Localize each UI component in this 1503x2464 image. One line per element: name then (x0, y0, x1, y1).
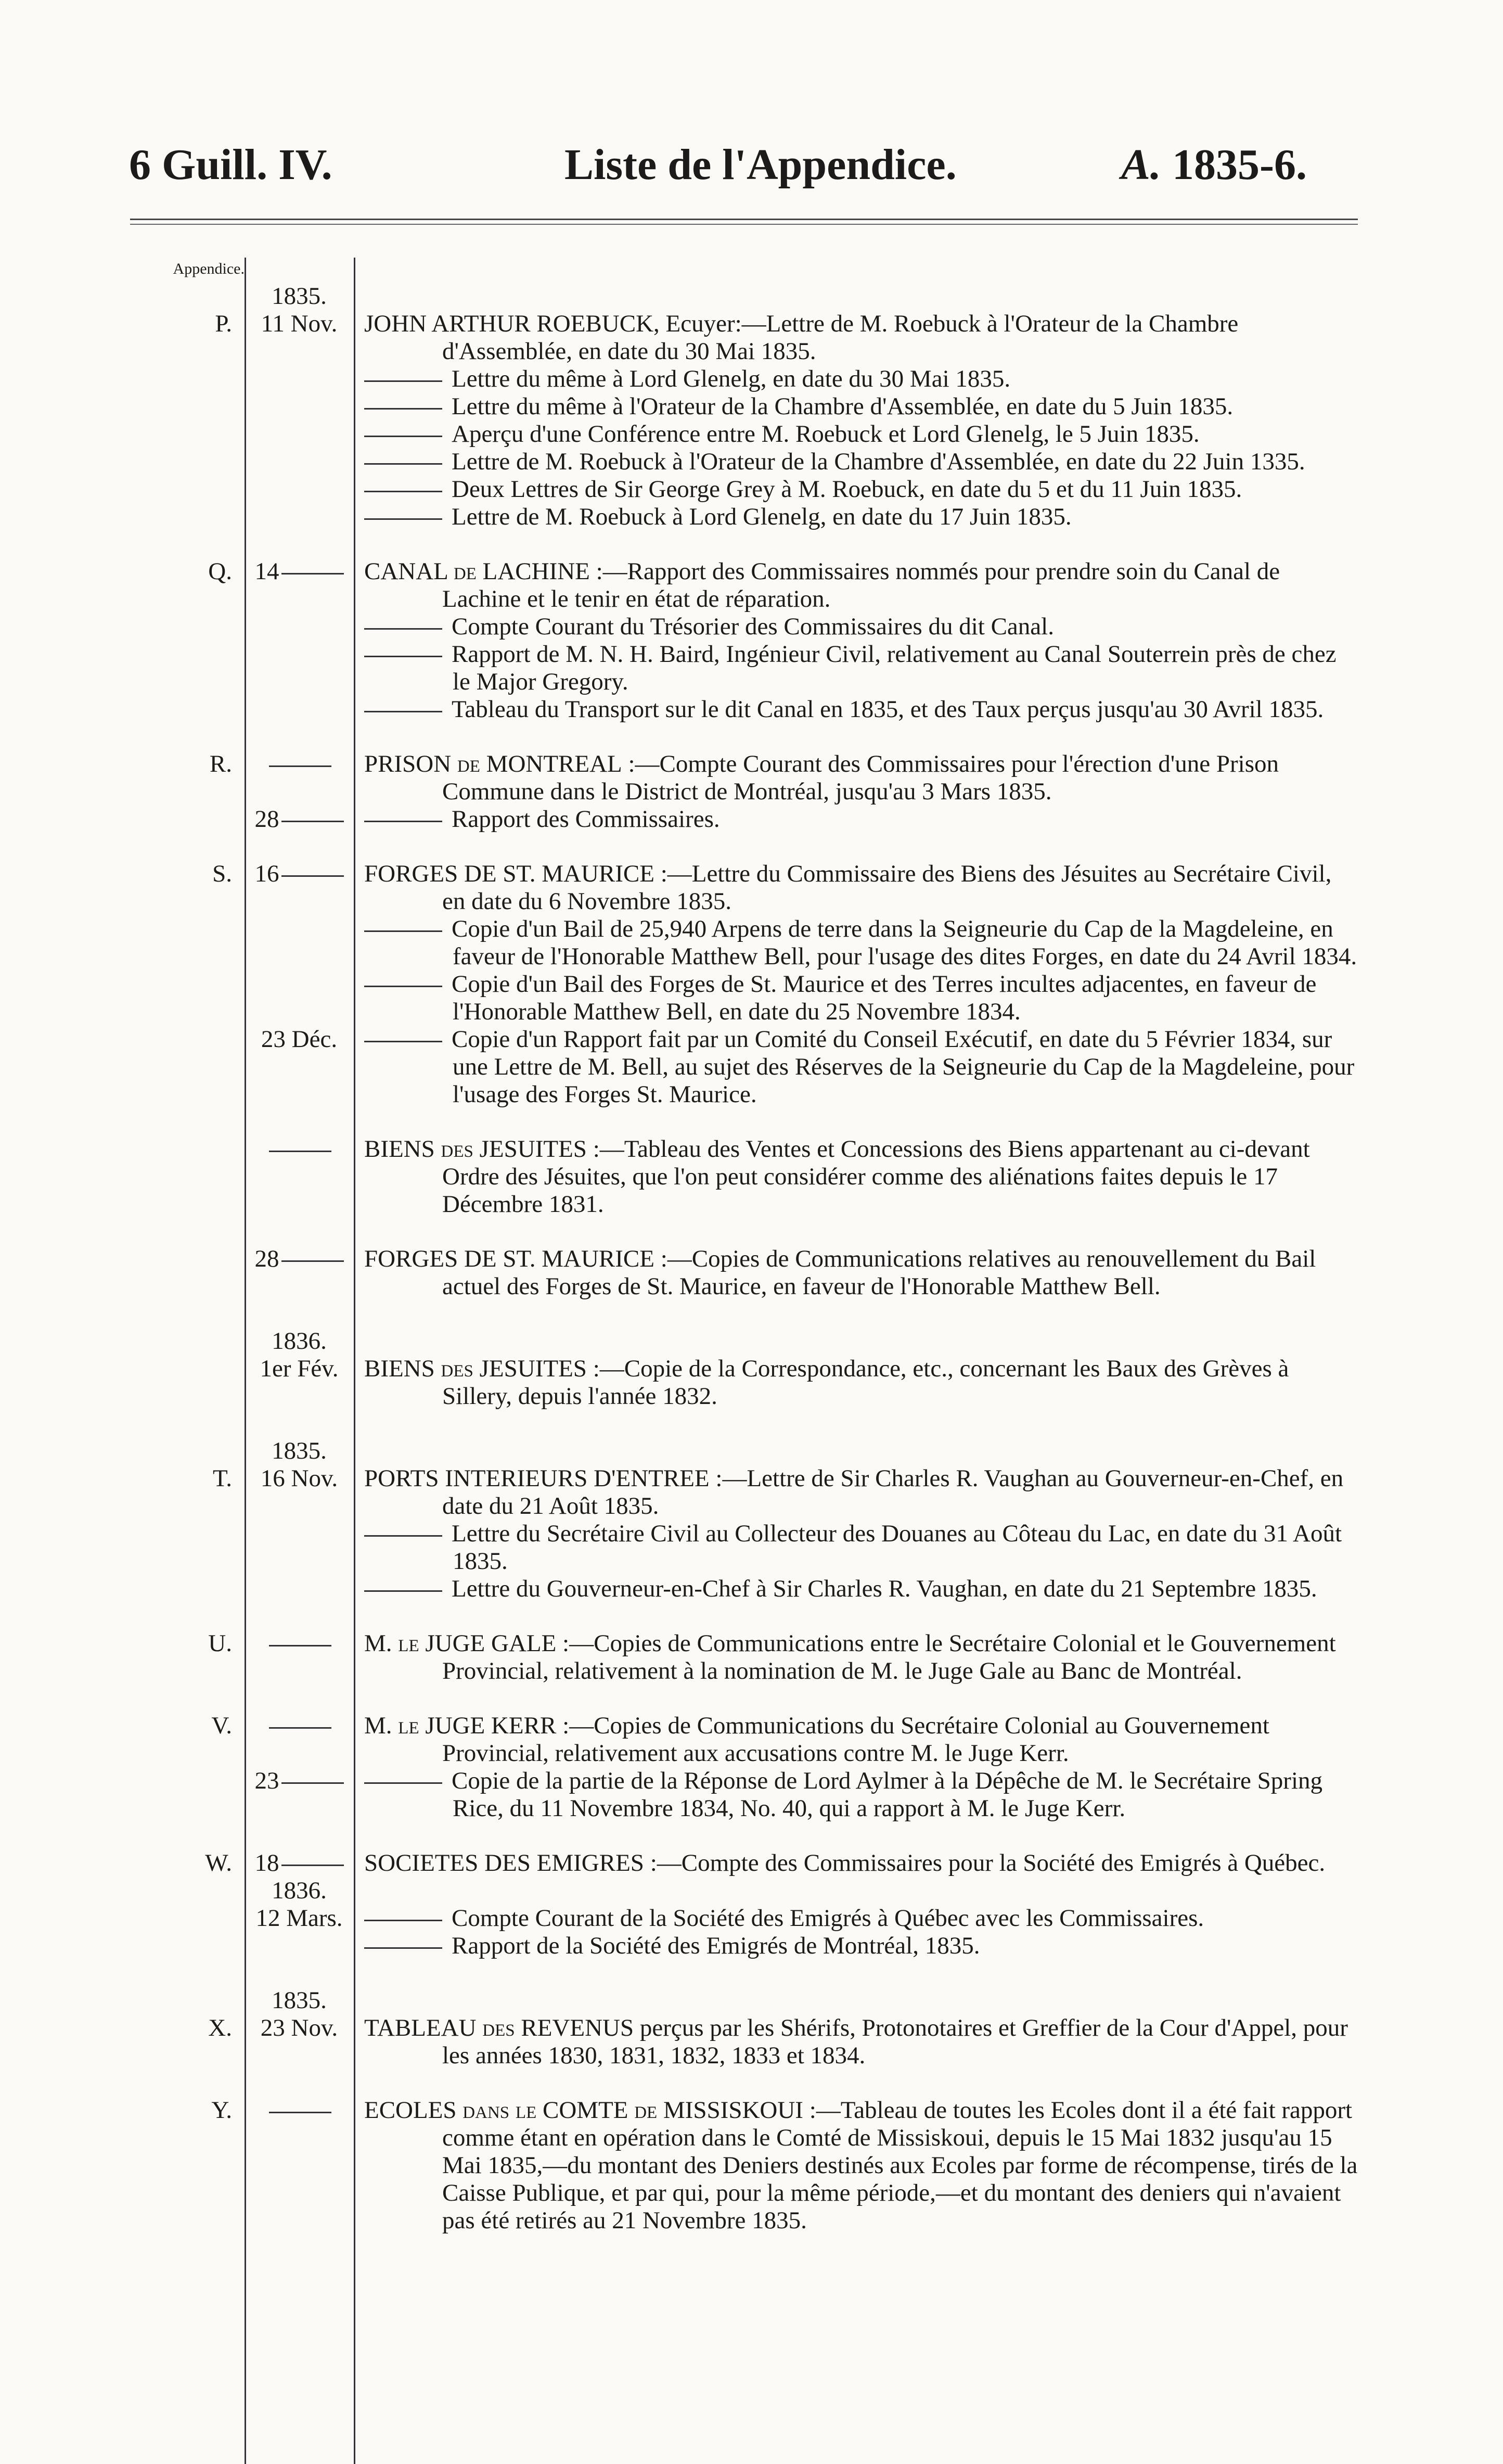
dash-rule (364, 930, 442, 932)
entry-date (245, 2097, 354, 2124)
sub-description: Lettre du Secrétaire Civil au Collecteur des Douanes au Côteau du Lac, en date du 31 Août 1835. (452, 1520, 1342, 1575)
entry-text (354, 860, 1358, 915)
entry-heading: FORGES DE ST. MAURICE (364, 1245, 654, 1272)
sub-line (364, 476, 1358, 503)
sub-description: Lettre du même à l'Orateur de la Chambre d'Assemblée, en date du 5 Juin 1835. (452, 393, 1234, 420)
sub-description: Lettre du Gouverneur-en-Chef à Sir Charles R. Vaughan, en date du 21 Septembre 1835. (452, 1575, 1317, 1602)
sub-text (354, 448, 1358, 476)
entry-heading-line (364, 310, 1358, 365)
dash-rule (364, 628, 442, 630)
dash-rule (281, 1782, 344, 1784)
sub-description: Rapport de M. N. H. Baird, Ingénieur Civil, relativement au Canal Souterrein près de chez le Major Gregory. (452, 641, 1337, 695)
appendix-entry (83, 2097, 1358, 2235)
date-text: 11 Nov. (261, 310, 338, 337)
sub-description: Lettre de M. Roebuck à Lord Glenelg, en date du 17 Juin 1835. (452, 503, 1072, 530)
date-text: 23 Nov. (260, 2014, 338, 2041)
entry-heading-line (364, 1630, 1358, 1685)
entry-heading: JOHN ARTHUR ROEBUCK, (364, 310, 660, 337)
appendix-letter: Y. (211, 2097, 232, 2124)
sub-line (364, 1575, 1358, 1603)
dash-rule (364, 986, 442, 987)
year-row (83, 1327, 1358, 1355)
header-rule (130, 219, 1358, 220)
sub-entry (83, 1932, 1358, 1960)
entry-heading: TABLEAU des REVENUS (364, 2014, 634, 2041)
year-row (83, 283, 1358, 310)
sub-text (354, 393, 1358, 420)
sub-date (245, 1905, 354, 1932)
sub-text (354, 613, 1358, 641)
sub-text (354, 1520, 1358, 1575)
sub-line (364, 448, 1358, 476)
entry-gap (83, 531, 1358, 558)
date-year: 1835. (272, 283, 327, 310)
entry-date (245, 750, 354, 778)
entry-heading: BIENS des JESUITES (364, 1355, 587, 1382)
sub-description: Rapport des Commissaires. (452, 806, 720, 833)
dash-rule (269, 1151, 331, 1152)
entry-gap (83, 1603, 1358, 1630)
dash-rule (364, 656, 442, 657)
sub-description: Compte Courant de la Société des Emigrés à Québec avec les Commissaires. (452, 1905, 1204, 1932)
appendix-entry (83, 1245, 1358, 1300)
entry-text (354, 2097, 1358, 2235)
dash-rule (364, 1041, 442, 1042)
dash-rule (269, 765, 331, 767)
sub-line (364, 365, 1358, 393)
sub-text (354, 1026, 1358, 1108)
sub-line (364, 806, 1358, 833)
entry-text (354, 1712, 1358, 1767)
dash-rule (364, 463, 442, 465)
sub-text (354, 915, 1358, 971)
entry-heading: BIENS des JESUITES (364, 1135, 587, 1163)
sub-entry (83, 1905, 1358, 1932)
entry-heading-line (364, 860, 1358, 915)
appendix-letter: T. (213, 1465, 232, 1492)
sub-line (364, 613, 1358, 641)
sub-entry (83, 1026, 1358, 1108)
entry-date (245, 1135, 354, 1163)
sub-entry (83, 806, 1358, 833)
entry-heading-line (364, 1245, 1358, 1300)
entry-text (354, 1355, 1358, 1410)
entry-date (245, 860, 354, 888)
dash-rule (281, 875, 344, 877)
dash-rule (364, 408, 442, 410)
entry-heading: SOCIETES DES EMIGRES (364, 1849, 644, 1876)
dash-rule (269, 2112, 331, 2113)
sub-line (364, 1932, 1358, 1960)
dash-rule (364, 1947, 442, 1949)
appendix-entry (83, 1135, 1358, 1218)
entry-gap (83, 1960, 1358, 1987)
entry-heading-line (364, 1712, 1358, 1767)
entry-text (354, 750, 1358, 806)
entry-gap (83, 1685, 1358, 1712)
header-appendix-years (1121, 139, 1307, 190)
sub-date (245, 806, 354, 833)
appendix-entry (83, 1849, 1358, 1877)
dash-rule (281, 573, 344, 574)
entry-description: :—Rapport des Commissaires nommés pour prendre soin du Canal de Lachine et le tenir en état de réparation. (442, 558, 1280, 612)
sub-line (364, 915, 1358, 971)
entry-heading-line (364, 1465, 1358, 1520)
entry-date (245, 1355, 354, 1383)
entry-gap (83, 1410, 1358, 1437)
sub-text (354, 476, 1358, 503)
header-title: Liste de l'Appendice. (564, 141, 957, 189)
sub-line (364, 1520, 1358, 1575)
year-row (83, 1877, 1358, 1905)
entry-gap (83, 1218, 1358, 1245)
sub-line (364, 420, 1358, 448)
sub-text (354, 420, 1358, 448)
sub-date-text: 23 Déc. (261, 1026, 338, 1053)
sub-line (364, 1767, 1358, 1822)
entry-gap (83, 723, 1358, 750)
entry-gap (83, 1300, 1358, 1327)
dash-rule (269, 1727, 331, 1729)
appendix-entry (83, 1355, 1358, 1410)
appendix-entry (83, 1712, 1358, 1767)
dash-rule (364, 1920, 442, 1921)
sub-line (364, 1905, 1358, 1932)
sub-description: Copie d'un Rapport fait par un Comité du Conseil Exécutif, en date du 5 Février 1834, sur une Lettre de M. Bell, au sujet des Réserves de la Seigneurie du Cap de la Magdeleine, pour l'usage des Forges St. Maurice. (452, 1026, 1355, 1108)
entry-text (354, 310, 1358, 365)
header-years: 1835-6. (1172, 141, 1307, 189)
appendix-letter: R. (209, 750, 232, 777)
entry-date (245, 1630, 354, 1657)
sub-line (364, 971, 1358, 1026)
sub-entry (83, 476, 1358, 503)
header-session: 6 Guill. IV. (129, 141, 332, 189)
entry-heading-line (364, 2014, 1358, 2070)
year-row (83, 1987, 1358, 2014)
entry-heading-line (364, 558, 1358, 613)
entry-description: :—Copies de Communications relatives au renouvellement du Bail actuel des Forges de St. Maurice, en faveur de l'Honorable Matthew Bell. (442, 1245, 1316, 1300)
date-year: 1836. (272, 1327, 327, 1355)
sub-date-text: 12 Mars. (255, 1905, 343, 1932)
dash-rule (364, 491, 442, 492)
entry-text (354, 2014, 1358, 2070)
entry-heading: CANAL de LACHINE (364, 558, 590, 585)
sub-entry (83, 1520, 1358, 1575)
dash-rule (364, 436, 442, 437)
dash-rule (281, 1260, 344, 1262)
sub-entry (83, 365, 1358, 393)
sub-description: Lettre du même à Lord Glenelg, en date du 30 Mai 1835. (452, 365, 1011, 392)
entry-date (245, 1712, 354, 1740)
appendix-letter: S. (212, 860, 232, 887)
sub-description: Copie d'un Bail des Forges de St. Maurice et des Terres incultes adjacentes, en faveur de l'Honorable Matthew Bell, en date du 25 Novembre 1834. (452, 971, 1317, 1025)
sub-text (354, 641, 1358, 696)
dash-rule (364, 1782, 442, 1784)
date-text: 16 (254, 860, 279, 887)
appendix-entry (83, 860, 1358, 915)
date-text: 16 Nov. (260, 1465, 338, 1492)
appendix-letter: X. (208, 2014, 232, 2041)
appendix-entry (83, 1465, 1358, 1520)
sub-text (354, 806, 1358, 833)
entry-description: :—Lettre du Commissaire des Biens des Jésuites au Secrétaire Civil, en date du 6 Novembre 1835. (442, 860, 1332, 915)
entry-description: :—Copies de Communications entre le Secrétaire Colonial et le Gouvernement Provincial, relativement à la nomination de M. le Juge Gale au Banc de Montréal. (442, 1630, 1336, 1684)
dash-rule (269, 1645, 331, 1646)
sub-date-text: 28 (254, 806, 279, 833)
year-row (83, 1437, 1358, 1465)
sub-entry (83, 1767, 1358, 1822)
sub-entry (83, 420, 1358, 448)
entry-date (245, 310, 354, 338)
appendix-letter: Q. (208, 558, 232, 585)
entry-heading-line (364, 1135, 1358, 1218)
sub-text (354, 1905, 1358, 1932)
date-year: 1835. (272, 1987, 327, 2014)
sub-description: Deux Lettres de Sir George Grey à M. Roebuck, en date du 5 et du 11 Juin 1835. (452, 476, 1242, 503)
sub-entry (83, 503, 1358, 531)
entry-gap (83, 1108, 1358, 1135)
entry-heading-line (364, 1849, 1358, 1877)
dash-rule (364, 821, 442, 822)
entry-heading: PORTS INTERIEURS D'ENTREE (364, 1465, 710, 1492)
dash-rule (364, 518, 442, 520)
date-year: 1835. (272, 1437, 327, 1464)
entry-description: perçus par les Shérifs, Protonotaires et Greffier de la Cour d'Appel, pour les années 1830, 1831, 1832, 1833 et 1834. (442, 2014, 1348, 2069)
dash-rule (364, 1535, 442, 1537)
dash-rule (364, 1590, 442, 1592)
sub-date (245, 1767, 354, 1795)
entry-heading-line (364, 750, 1358, 806)
sub-text (354, 1575, 1358, 1603)
entry-text (354, 558, 1358, 613)
date-text: 28 (254, 1245, 279, 1272)
entry-heading: PRISON de MONTREAL (364, 750, 622, 777)
dash-rule (364, 380, 442, 382)
appendix-entry (83, 558, 1358, 613)
entry-description: :—Tableau de toutes les Ecoles dont il a été fait rapport comme étant en opération dans le Comté de Missiskoui, depuis le 15 Mai 1832 jusqu'au 15 Mai 1835,—du montant des Deniers destinés aux Ecoles par forme de récompense, tirés de la Caisse Publique, et par qui, pour la même période,—et du montant des deniers qui n'avaient pas été retirés au 21 Novembre 1835. (442, 2097, 1358, 2234)
entry-date (245, 1849, 354, 1877)
entry-date (245, 1245, 354, 1273)
sub-entry (83, 971, 1358, 1026)
appendix-entry (83, 750, 1358, 806)
sub-line (364, 641, 1358, 696)
sub-line (364, 1026, 1358, 1108)
sub-entry (83, 448, 1358, 476)
entry-description: :—Copie de la Correspondance, etc., concernant les Baux des Grèves à Sillery, depuis l'année 1832. (442, 1355, 1289, 1410)
appendix-entry (83, 2014, 1358, 2070)
appendix-letter: U. (208, 1630, 232, 1657)
date-text: 14 (254, 558, 279, 585)
entry-date (245, 558, 354, 585)
appendix-letter: V. (211, 1712, 232, 1739)
appendix-entry (83, 1630, 1358, 1685)
sub-entry (83, 1575, 1358, 1603)
entry-text (354, 1465, 1358, 1520)
sub-line (364, 696, 1358, 723)
sub-description: Tableau du Transport sur le dit Canal en 1835, et des Taux perçus jusqu'au 30 Avril 1835. (452, 696, 1324, 723)
entry-date (245, 1465, 354, 1492)
sub-description: Copie de la partie de la Réponse de Lord Aylmer à la Dépêche de M. le Secrétaire Spring Rice, du 11 Novembre 1834, No. 40, qui a rapport à M. le Juge Kerr. (452, 1767, 1323, 1822)
entry-heading: FORGES DE ST. MAURICE (364, 860, 654, 887)
sub-description: Aperçu d'une Conférence entre M. Roebuck et Lord Glenelg, le 5 Juin 1835. (452, 420, 1200, 448)
entry-heading: ECOLES dans le COMTE de MISSISKOUI (364, 2097, 803, 2124)
sub-entry (83, 696, 1358, 723)
appendix-list (83, 255, 1358, 2235)
entry-heading: M. le JUGE KERR (364, 1712, 557, 1739)
sub-date (245, 1026, 354, 1053)
sub-description: Copie d'un Bail de 25,940 Arpens de terre dans la Seigneurie du Cap de la Magdeleine, en faveur de l'Honorable Matthew Bell, pour l'usage des dites Forges, en date du 24 Avril 1834. (452, 915, 1357, 970)
sub-line (364, 503, 1358, 531)
entry-heading-line (364, 1355, 1358, 1410)
entry-description: :—Tableau des Ventes et Concessions des Biens appartenant au ci-devant Ordre des Jésuites, que l'on peut considérer comme des aliénations faites depuis le 17 Décembre 1831. (442, 1135, 1310, 1218)
date-text: 18 (254, 1849, 279, 1876)
entry-date (245, 2014, 354, 2042)
entry-description: :—Compte des Commissaires pour la Société des Emigrés à Québec. (650, 1849, 1326, 1876)
appendix-letter: W. (205, 1849, 232, 1876)
entry-description: :—Copies de Communications du Secrétaire Colonial au Gouvernement Provincial, relativement aux accusations contre M. le Juge Kerr. (442, 1712, 1269, 1767)
sub-line (364, 393, 1358, 420)
dash-rule (281, 821, 344, 822)
dash-rule (281, 1865, 344, 1866)
appendix-entry (83, 310, 1358, 365)
entry-description: Ecuyer:—Lettre de M. Roebuck à l'Orateur de la Chambre d'Assemblée, en date du 30 Mai 1835. (442, 310, 1239, 365)
sub-description: Lettre de M. Roebuck à l'Orateur de la Chambre d'Assemblée, en date du 22 Juin 1335. (452, 448, 1305, 475)
header-letter: A. (1121, 141, 1162, 189)
sub-entry (83, 393, 1358, 420)
sub-text (354, 1767, 1358, 1822)
sub-text (354, 365, 1358, 393)
page-header (0, 0, 1503, 224)
sub-date-text: 23 (254, 1767, 279, 1794)
header-rule-thin (130, 224, 1358, 225)
entry-text (354, 1630, 1358, 1685)
sub-text (354, 503, 1358, 531)
appendix-letter: P. (215, 310, 232, 337)
date-year: 1836. (272, 1877, 327, 1904)
sub-description: Rapport de la Société des Emigrés de Montréal, 1835. (452, 1932, 980, 1959)
entry-heading: M. le JUGE GALE (364, 1630, 557, 1657)
entry-heading-line (364, 2097, 1358, 2235)
entry-description: :—Lettre de Sir Charles R. Vaughan au Gouverneur-en-Chef, en date du 21 Août 1835. (442, 1465, 1344, 1520)
sub-entry (83, 915, 1358, 971)
sub-entry (83, 641, 1358, 696)
date-text: 1er Fév. (260, 1355, 339, 1382)
sub-text (354, 971, 1358, 1026)
entry-text (354, 1135, 1358, 1218)
sub-description: Compte Courant du Trésorier des Commissaires du dit Canal. (452, 613, 1054, 640)
entry-gap (83, 833, 1358, 860)
sub-text (354, 696, 1358, 723)
entry-text (354, 1245, 1358, 1300)
dash-rule (364, 711, 442, 712)
entry-gap (83, 1822, 1358, 1849)
sub-text (354, 1932, 1358, 1960)
entry-text (354, 1849, 1358, 1877)
column-label: Appendice. (173, 260, 245, 277)
sub-entry (83, 613, 1358, 641)
entry-gap (83, 2070, 1358, 2097)
entry-description: :—Compte Courant des Commissaires pour l'érection d'une Prison Commune dans le District de Montréal, jusqu'au 3 Mars 1835. (442, 750, 1279, 805)
